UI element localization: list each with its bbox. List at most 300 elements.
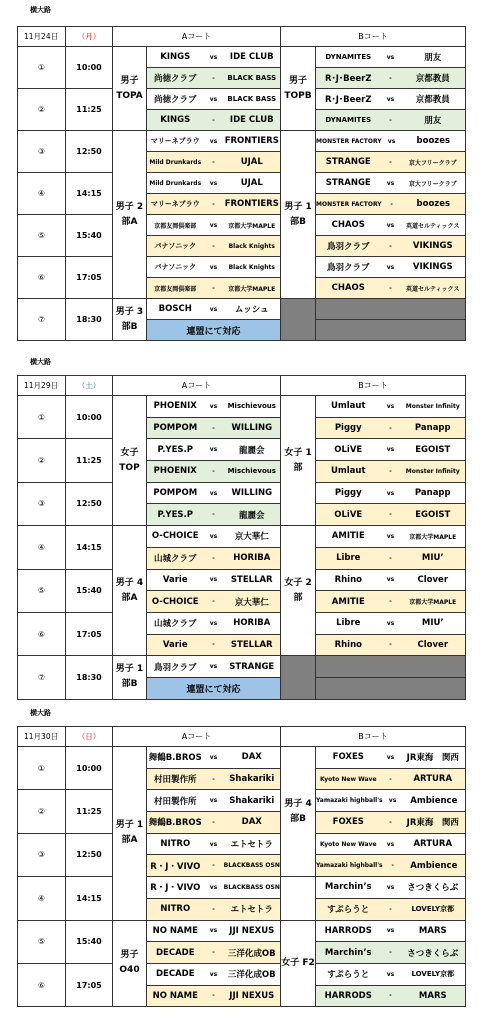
category-b: 男子 1部B: [281, 131, 316, 299]
team-away: Shakariki: [229, 795, 275, 806]
team-home: Varie: [162, 639, 188, 650]
match-b-cell: [316, 612, 466, 634]
team-home: STRANGE: [325, 157, 371, 167]
team-home: Piggy: [334, 423, 362, 434]
team-away: 三洋化成OB: [227, 948, 276, 959]
versus-mark: -: [212, 74, 215, 82]
versus-mark: -: [212, 598, 215, 606]
match: [147, 855, 280, 876]
team-home: DYNAMITES: [325, 53, 372, 61]
match-a-cell: [147, 855, 281, 877]
match: [316, 152, 465, 172]
team-away: Panapp: [414, 423, 451, 434]
team-home: STRANGE: [325, 178, 371, 188]
team-home: P.YES.P: [157, 509, 193, 520]
versus-mark: vs: [209, 305, 218, 313]
team-home: パナソニック: [154, 242, 197, 250]
match-b-cell: [316, 439, 466, 461]
match-b-cell: [316, 110, 466, 131]
match: [147, 921, 280, 942]
match-a-cell: [147, 236, 281, 257]
team-home: 京都友岡倶楽部: [154, 285, 197, 293]
match: [147, 278, 280, 298]
match-b-cell: [316, 898, 466, 920]
team-home: Mild Drunkards: [149, 179, 202, 187]
match-b-cell: [316, 855, 466, 877]
team-home: 鳥羽クラブ: [154, 662, 197, 673]
match-a-cell: [147, 569, 281, 591]
slot-number: ①: [18, 747, 66, 790]
versus-mark: vs: [386, 576, 395, 584]
team-home: P.YES.P: [157, 444, 193, 455]
slot-number: ⑤: [18, 920, 66, 963]
match: [316, 877, 465, 898]
court-b-header: Bコート: [281, 27, 466, 47]
date-cell: 11月30日: [18, 727, 66, 747]
match: [147, 769, 280, 790]
category-a: 男子 1部B: [113, 656, 147, 699]
match-a-cell: [147, 747, 281, 769]
versus-mark: -: [389, 158, 392, 166]
team-home: R・J・VIVO: [150, 861, 201, 872]
match: [316, 769, 465, 790]
team-away: FRONTIERS: [224, 136, 279, 146]
team-away: Monster Infinity: [405, 467, 460, 475]
match-a-cell: [147, 417, 281, 439]
match-a-cell: [147, 768, 281, 790]
slot-time: 17:05: [66, 612, 113, 655]
match-a-cell: [147, 396, 281, 418]
match: [316, 964, 465, 985]
team-home: Rhino: [334, 639, 362, 650]
slot-number: ⑦: [18, 656, 66, 699]
match-a-cell: [147, 89, 281, 110]
team-away: JJI NEXUS: [229, 990, 275, 1001]
versus-mark: vs: [209, 446, 218, 454]
match: [147, 635, 280, 656]
category-a: 男子 3部B: [113, 299, 147, 341]
versus-mark: -: [389, 598, 392, 606]
team-away: 三洋化成OB: [227, 970, 276, 981]
team-home: MONSTER FACTORY: [316, 200, 382, 208]
match-a-cell: [147, 547, 281, 569]
versus-mark: vs: [386, 970, 395, 978]
court-a-header: Aコート: [113, 376, 281, 396]
match: [316, 613, 465, 634]
team-home: DECADE: [155, 969, 195, 980]
team-home: BOSCH: [158, 304, 192, 314]
team-away: 朋友: [424, 116, 442, 126]
team-away: Ambience: [410, 795, 458, 806]
match: [147, 747, 280, 768]
match: [316, 548, 465, 569]
team-away: Monster Infinity: [405, 402, 460, 410]
match-a-cell: [147, 173, 281, 194]
category-b: 女子 1部: [281, 396, 316, 526]
match-b-cell: [316, 89, 466, 110]
versus-mark: -: [212, 818, 215, 826]
slot-time: 11:25: [66, 790, 113, 833]
match-a-cell: [147, 504, 281, 526]
versus-mark: -: [389, 424, 392, 432]
match: [316, 215, 465, 235]
match: [316, 921, 465, 942]
team-away: HORIBA: [233, 618, 271, 629]
match: [316, 89, 465, 109]
slot-number: ④: [18, 526, 66, 569]
versus-mark: vs: [209, 263, 218, 271]
match-b-cell: [316, 963, 466, 985]
team-away: BLACKBASS OSN: [223, 862, 280, 870]
match-b-cell: [316, 194, 466, 215]
category-b: [281, 656, 316, 699]
versus-mark: -: [212, 200, 215, 208]
match: [147, 834, 280, 855]
versus-mark: vs: [209, 970, 218, 978]
team-home: FOXES: [332, 752, 364, 763]
match-b-cell: [316, 215, 466, 236]
versus-mark: vs: [209, 883, 218, 891]
team-away: FRONTIERS: [224, 199, 279, 209]
versus-mark: vs: [386, 179, 395, 187]
team-away: JR東海 関西: [406, 818, 459, 829]
versus-mark: -: [389, 905, 392, 913]
versus-mark: -: [212, 511, 215, 519]
versus-mark: vs: [209, 797, 218, 805]
team-away: WILLING: [231, 488, 273, 499]
team-home: AMITIE: [331, 596, 365, 607]
match: [147, 215, 280, 235]
slot-number: ⑤: [18, 215, 66, 257]
team-away: IDE CLUB: [229, 115, 274, 125]
team-home: Yamazaki highball's: [316, 797, 383, 805]
team-home: Varie: [162, 574, 188, 585]
category-a: 男子 4部A: [113, 526, 147, 656]
team-home: Marchin’s: [324, 947, 372, 958]
versus-mark: -: [212, 992, 215, 1000]
schedule-table: [17, 26, 466, 341]
team-away: さつきくらぶ: [407, 883, 459, 894]
match: [316, 439, 465, 460]
team-home: DYNAMITES: [325, 116, 372, 124]
team-away: STELLAR: [230, 639, 273, 650]
team-home: NO NAME: [152, 990, 198, 1001]
match-b-cell: [316, 236, 466, 257]
slot-time: 10:00: [66, 47, 113, 89]
team-home: Libre: [336, 618, 361, 629]
team-home: PHOENIX: [153, 401, 197, 412]
versus-mark: -: [212, 862, 215, 870]
versus-mark: -: [389, 775, 392, 783]
versus-mark: -: [389, 242, 392, 250]
team-away: 京都大学MAPLE: [409, 599, 457, 607]
team-away: MARS: [418, 925, 447, 936]
team-away: EGOIST: [415, 444, 451, 455]
slot-number: ②: [18, 790, 66, 833]
team-away: BLACK BASS: [227, 74, 277, 82]
versus-mark: vs: [209, 179, 218, 187]
team-away: VIKINGS: [412, 262, 453, 272]
team-away: STELLAR: [230, 574, 273, 585]
match-a-cell: [147, 790, 281, 812]
versus-mark: vs: [386, 619, 395, 627]
team-away: STRANGE: [229, 661, 275, 672]
team-home: 舞鶴B.BROS: [148, 818, 202, 829]
team-home: MONSTER FACTORY: [316, 137, 382, 145]
match: [316, 790, 465, 811]
date-cell: 11月24日: [18, 27, 66, 47]
team-home: PHOENIX: [153, 466, 197, 477]
slot-time: 10:00: [66, 396, 113, 439]
team-away: MARS: [418, 990, 447, 1001]
match-b-cell: [316, 320, 466, 341]
match-b-cell: [316, 299, 466, 320]
match: [147, 131, 280, 151]
match: [147, 418, 280, 439]
team-away: DAX: [241, 752, 262, 763]
versus-mark: -: [212, 158, 215, 166]
versus-mark: vs: [209, 840, 218, 848]
team-home: Umlaut: [331, 466, 366, 477]
venue-label: 横大路: [30, 709, 51, 717]
match-b-cell: [316, 569, 466, 591]
team-away: boozes: [416, 199, 451, 209]
match-b-cell: [316, 173, 466, 194]
court-b-header: Bコート: [281, 376, 466, 396]
team-home: 鳥羽クラブ: [327, 242, 370, 252]
match-a-cell: [147, 898, 281, 920]
match: [147, 526, 280, 547]
slot-number: ③: [18, 131, 66, 173]
versus-mark: -: [212, 905, 215, 913]
match-a-cell: [147, 482, 281, 504]
match-a-cell: [147, 942, 281, 964]
match-b-cell: [316, 747, 466, 769]
team-home: すぷらうと: [327, 905, 370, 916]
match-a-cell: [147, 320, 281, 341]
match: [316, 855, 465, 876]
match: [316, 47, 465, 67]
match: [316, 131, 465, 151]
match-a-cell: [147, 833, 281, 855]
versus-mark: -: [212, 424, 215, 432]
weekday-cell: （月）: [66, 27, 113, 47]
versus-mark: vs: [209, 53, 218, 61]
team-away: 京都教員: [415, 95, 450, 105]
match: [147, 570, 280, 591]
team-away: BLACK BASS: [227, 95, 277, 103]
team-away: Ambience: [410, 860, 458, 871]
match-a-cell: [147, 278, 281, 299]
match: [316, 591, 465, 612]
category-b: 女子 2部: [281, 526, 316, 656]
match-b-cell: [316, 790, 466, 812]
team-home: 村田製作所: [154, 775, 197, 786]
team-away: 朋友: [424, 53, 442, 63]
team-away: Shakariki: [229, 774, 275, 785]
category-b: 女子 F2: [281, 920, 316, 1007]
match: [147, 964, 280, 985]
team-away: 京都大学MAPLE: [228, 222, 276, 230]
team-home: OLiVE: [334, 509, 363, 520]
versus-mark: -: [212, 242, 215, 250]
versus-mark: -: [212, 116, 215, 124]
match-b-cell: [316, 634, 466, 656]
notice-text: 連盟にて対応: [186, 326, 241, 337]
match-b-cell: [316, 396, 466, 418]
versus-mark: -: [389, 992, 392, 1000]
match-a-cell: [147, 985, 281, 1007]
slot-number: ⑦: [18, 299, 66, 341]
team-home: 尚徳クラブ: [154, 95, 197, 105]
team-home: Yamazaki highball's: [316, 862, 383, 870]
team-away: Mischievous: [227, 402, 276, 411]
match-b-cell: [316, 152, 466, 173]
match-a-cell: [147, 591, 281, 613]
team-away: 京大華仁: [234, 532, 269, 543]
team-home: パナソニック: [154, 263, 197, 271]
slot-time: 17:05: [66, 963, 113, 1006]
team-away: WILLING: [231, 423, 273, 434]
category-a: 男子 O40: [113, 920, 147, 1007]
team-away: 京都教員: [415, 74, 450, 84]
team-home: Libre: [336, 553, 361, 564]
slot-time: 14:15: [66, 173, 113, 215]
match: [316, 194, 465, 214]
match: [316, 483, 465, 504]
match-a-cell: [147, 152, 281, 173]
slot-time: 12:50: [66, 482, 113, 525]
versus-mark: -: [389, 818, 392, 826]
court-b-header: Bコート: [281, 727, 466, 747]
team-home: Umlaut: [331, 401, 366, 412]
category-a: 男子 1部A: [113, 747, 147, 921]
match-b-cell: [316, 131, 466, 152]
match-a-cell: [147, 439, 281, 461]
team-home: O-CHOICE: [151, 596, 199, 607]
team-away: BLACKBASS OSN: [223, 883, 280, 891]
match: [147, 47, 280, 67]
versus-mark: -: [212, 554, 215, 562]
match-b-cell: [316, 417, 466, 439]
team-away: DAX: [241, 817, 262, 828]
match-a-cell: [147, 194, 281, 215]
team-away: EGOIST: [415, 509, 451, 520]
slot-time: 17:05: [66, 257, 113, 299]
category-b: [281, 299, 316, 341]
versus-mark: vs: [386, 532, 395, 540]
slot-number: ②: [18, 89, 66, 131]
slot-time: 15:40: [66, 920, 113, 963]
team-home: CHAOS: [331, 283, 365, 293]
team-away: UJAL: [240, 178, 263, 188]
versus-mark: vs: [386, 53, 395, 61]
team-home: 山城クラブ: [154, 619, 197, 630]
category-a: 男子 TOPA: [113, 47, 147, 131]
versus-mark: -: [389, 284, 392, 292]
category-b: [281, 877, 316, 920]
match: [316, 418, 465, 439]
versus-mark: -: [389, 641, 392, 649]
match-a-cell: [147, 877, 281, 899]
team-home: HARRODS: [324, 925, 372, 936]
match-b-cell: [316, 47, 466, 68]
slot-time: 11:25: [66, 89, 113, 131]
versus-mark: vs: [209, 402, 218, 410]
match-b-cell: [316, 677, 466, 699]
weekday-cell: （土）: [66, 376, 113, 396]
team-home: 鳥羽クラブ: [327, 263, 370, 273]
match-a-cell: [147, 257, 281, 278]
match-b-cell: [316, 942, 466, 964]
versus-mark: vs: [386, 263, 395, 271]
match-b-cell: [316, 833, 466, 855]
slot-time: 14:15: [66, 877, 113, 920]
versus-mark: vs: [209, 221, 218, 229]
match: [316, 461, 465, 482]
match: [316, 899, 465, 920]
versus-mark: -: [212, 949, 215, 957]
match: [147, 257, 280, 277]
match: [147, 439, 280, 460]
venue-label: 横大路: [30, 358, 51, 366]
versus-mark: -: [389, 116, 392, 124]
category-b: 男子 TOPB: [281, 47, 316, 131]
team-away: HORIBA: [233, 553, 271, 564]
team-away: さつきくらぶ: [407, 948, 459, 959]
team-home: すぷらうと: [327, 970, 370, 981]
match-a-cell: [147, 110, 281, 131]
match: [147, 89, 280, 109]
match: [147, 152, 280, 172]
team-away: JR東海 関西: [406, 753, 459, 764]
slot-time: 14:15: [66, 526, 113, 569]
match: [316, 257, 465, 277]
match: [147, 110, 280, 130]
versus-mark: vs: [386, 446, 395, 454]
team-home: KINGS: [160, 115, 191, 125]
match-b-cell: [316, 812, 466, 834]
team-away: 京都大学MAPLE: [409, 533, 457, 541]
slot-number: ③: [18, 833, 66, 876]
team-away: VIKINGS: [412, 241, 453, 251]
team-away: Mischievous: [227, 467, 276, 476]
team-home: KINGS: [160, 52, 191, 62]
match-a-cell: [147, 526, 281, 548]
slot-time: 10:00: [66, 747, 113, 790]
versus-mark: vs: [209, 753, 218, 761]
team-away: 英道セルティックス: [406, 285, 460, 293]
match-b-cell: [316, 920, 466, 942]
team-home: POMPOM: [153, 423, 198, 434]
team-away: Clover: [417, 639, 449, 650]
team-home: Kyoto New Wave: [319, 775, 377, 783]
versus-mark: vs: [386, 753, 395, 761]
team-away: 龍麗会: [239, 510, 265, 521]
slot-number: ⑥: [18, 612, 66, 655]
court-a-header: Aコート: [113, 727, 281, 747]
team-home: Rhino: [334, 574, 362, 585]
weekday-cell: （日）: [66, 727, 113, 747]
team-away: UJAL: [240, 157, 263, 167]
team-away: MIU’: [421, 618, 444, 629]
match: [316, 526, 465, 547]
versus-mark: -: [389, 511, 392, 519]
slot-number: ②: [18, 439, 66, 482]
versus-mark: -: [389, 467, 392, 475]
match-b-cell: [316, 504, 466, 526]
team-home: R・J・VIVO: [150, 883, 201, 894]
